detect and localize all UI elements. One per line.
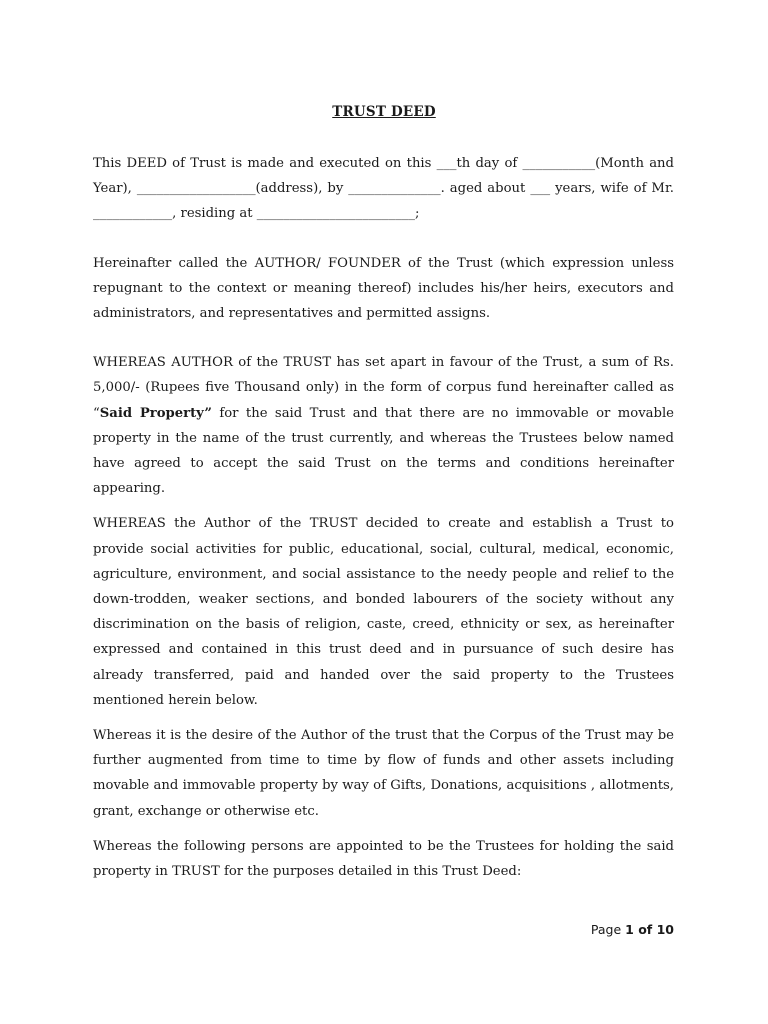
paragraph-deed-intro: This DEED of Trust is made and executed on this ___th day of ___________(Month and Year), __________________(address), by ______________. aged about ___ years, wife of Mr. ____________, residing at ________________________;	[93, 156, 674, 222]
document-body	[93, 151, 674, 884]
page-word: Page	[590, 922, 626, 937]
page-total: 10	[656, 922, 674, 937]
paragraph-corpus-augmentation: Whereas it is the desire of the Author of the trust that the Corpus of the Trust may be further augmented from time to time by flow of funds and other assets including movable and immovable property by way of Gifts, Donations, acquisitions , allotments, grant, exchange or otherwise etc.	[93, 728, 674, 819]
corpus-text-start: WHEREAS AUTHOR of the TRUST has set apart in favour of the Trust, a sum of Rs. 5,000/- (Rupees five Thousand only) in the form of corpus fund hereinafter called as “	[93, 355, 674, 421]
paragraph-trustees-appointed: Whereas the following persons are appointed to be the Trustees for holding the said property in TRUST for the purposes detailed in this Trust Deed:	[93, 838, 674, 880]
of-word: of	[633, 922, 657, 937]
said-property-term: Said Property”	[99, 405, 212, 421]
paragraph-author-definition: Hereinafter called the AUTHOR/ FOUNDER of the Trust (which expression unless repugnant to the context or meaning thereof) includes his/her heirs, executors and administrators, and representatives and permitted assigns.	[93, 255, 674, 322]
corpus-text-end: for the said Trust and that there are no immovable or movable property in the name of the trust currently, and whereas the Trustees below named have agreed to accept the said Trust on the terms and conditions hereinafter appearing.	[93, 405, 674, 497]
paragraph-trust-purpose: WHEREAS the Author of the TRUST decided to create and establish a Trust to provide social activities for public, educational, social, cultural, medical, economic, agriculture, environment, and social assistance to the needy people and relief to the down-trodden, weaker sections, and bonded labourers of the society without any discrimination on the basis of religion, caste, creed, ethnicity or sex, as hereinafter expressed and contained in this trust deed and in pursuance of such desire has already transferred, paid and handed over the said property to the Trustees mentioned herein below.	[93, 516, 674, 708]
page-number	[591, 922, 674, 937]
paragraph-corpus-fund	[93, 350, 674, 501]
page-current: 1	[625, 922, 634, 937]
document-title: TRUST DEED	[332, 104, 436, 120]
